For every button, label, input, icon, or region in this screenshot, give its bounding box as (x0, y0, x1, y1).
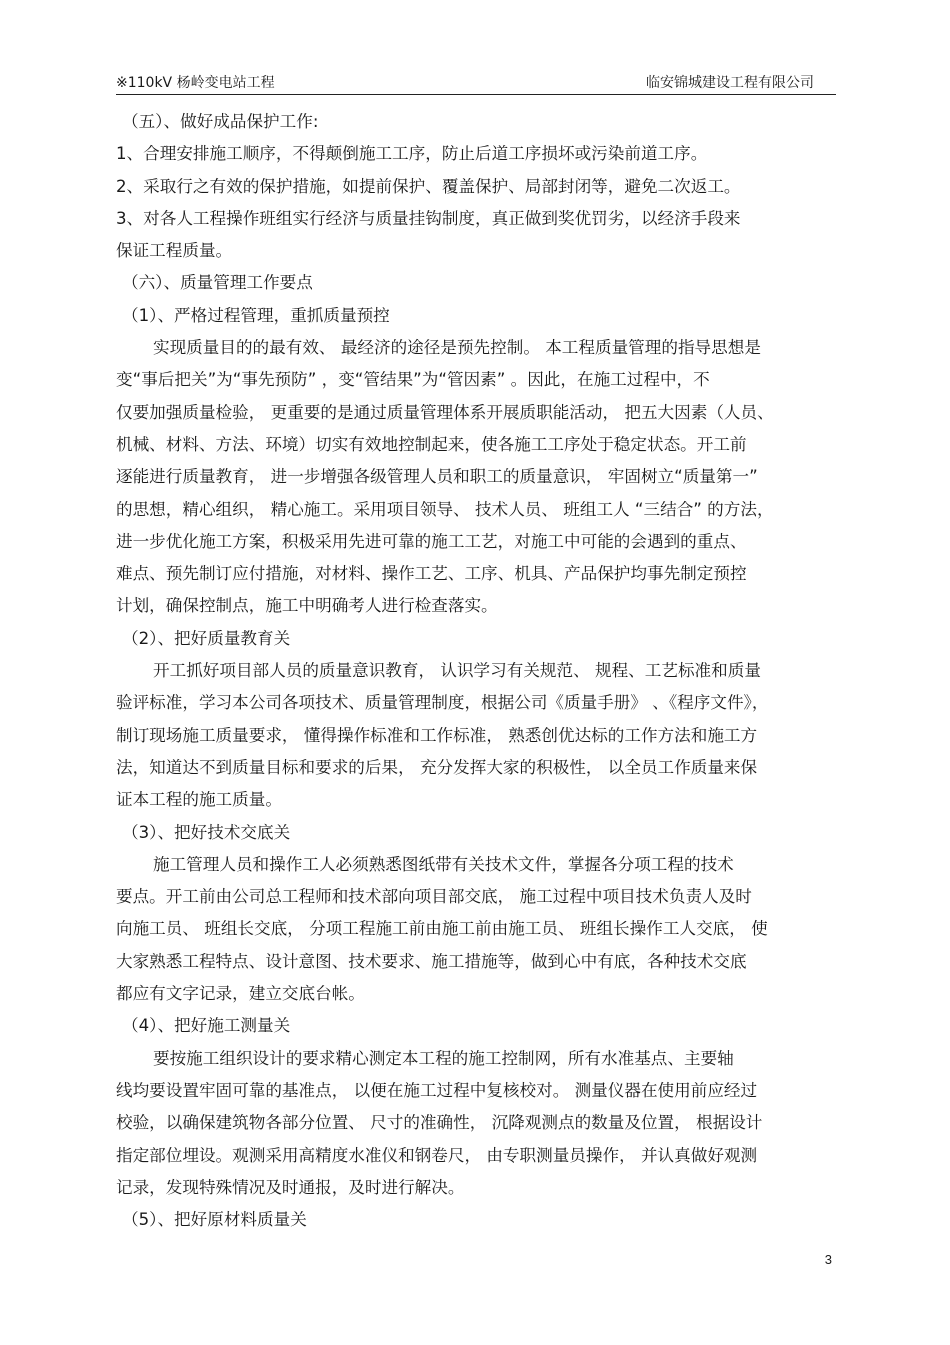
paragraph-line: 都应有文字记录，建立交底台帐。 (116, 984, 365, 1004)
page-number: 3 (824, 1252, 832, 1267)
paragraph-line: 开工抓好项目部人员的质量意识教育， 认识学习有关规范、 规程、工艺标准和质量 (153, 661, 761, 681)
document-body (116, 106, 840, 1236)
paragraph-line: 2、采取行之有效的保护措施，如提前保护、覆盖保护、局部封闭等，避免二次返工。 (116, 176, 741, 196)
paragraph-line: 逐能进行质量教育， 进一步增强各级管理人员和职工的质量意识， 牢固树立“质量第一” (116, 467, 758, 487)
paragraph-line: 线均要设置牢固可靠的基准点， 以便在施工过程中复核校对。 测量仪器在使用前应经过 (116, 1080, 758, 1100)
paragraph-line: 仅要加强质量检验， 更重要的是通过质量管理体系开展质职能活动， 把五大因素（人员、 (116, 402, 774, 422)
paragraph-line: 实现质量目的的最有效、 最经济的途径是预先控制。 本工程质量管理的指导思想是 (153, 338, 761, 358)
paragraph-line: 校验，以确保建筑物各部分位置、 尺寸的准确性， 沉降观测点的数量及位置， 根据设计 (116, 1113, 763, 1133)
paragraph-line: 验评标准，学习本公司各项技术、质量管理制度，根据公司《质量手册》 、《程序文件》， (116, 693, 769, 713)
paragraph-line: 记录，发现特殊情况及时通报，及时进行解决。 (116, 1177, 465, 1197)
paragraph-line: 难点、预先制订应付措施，对材料、操作工艺、工序、机具、产品保护均事先制定预控 (116, 564, 747, 584)
paragraph-line: 的思想，精心组织， 精心施工。采用项目领导、 技术人员、 班组工人 “三结合” 的方法， (116, 499, 774, 519)
paragraph-line: 计划，确保控制点，施工中明确考人进行检查落实。 (116, 596, 498, 616)
subsection-heading-3: （3）、把好技术交底关 (122, 822, 291, 842)
page-header (116, 68, 836, 95)
paragraph-line: 指定部位埋设。观测采用高精度水准仪和钢卷尺， 由专职测量员操作， 并认真做好观测 (116, 1145, 758, 1165)
paragraph-line: 进一步优化施工方案，积极采用先进可靠的施工工艺，对施工中可能的会遇到的重点、 (116, 531, 747, 551)
section-heading-5: （五）、做好成品保护工作: (122, 112, 319, 131)
paragraph-line: 变“事后把关”为“事先预防” ，变“管结果”为“管因素” 。因此，在施工过程中，不 (116, 370, 710, 390)
paragraph-line: 保证工程质量。 (116, 241, 233, 261)
section-heading-6: （六）、质量管理工作要点 (122, 273, 313, 293)
header-project-name: ※110kV 杨岭变电站工程 (116, 75, 275, 91)
paragraph-line: 制订现场施工质量要求， 懂得操作标准和工作标准， 熟悉创优达标的工作方法和施工方 (116, 725, 758, 745)
paragraph-line: 证本工程的施工质量。 (116, 790, 282, 810)
paragraph-line: 大家熟悉工程特点、设计意图、技术要求、施工措施等，做到心中有底，各种技术交底 (116, 951, 747, 971)
paragraph-line: 机械、材料、方法、环境）切实有效地控制起来，使各施工工序处于稳定状态。开工前 (116, 434, 747, 454)
subsection-heading-5: （5）、把好原材料质量关 (122, 1210, 307, 1230)
paragraph-line: 要按施工组织设计的要求精心测定本工程的施工控制网，所有水准基点、主要轴 (153, 1048, 734, 1068)
paragraph-line: 要点。开工前由公司总工程师和技术部向项目部交底， 施工过程中项目技术负责人及时 (116, 887, 752, 907)
paragraph-line: 1、合理安排施工顺序，不得颠倒施工工序，防止后道工序损坏或污染前道工序。 (116, 144, 708, 164)
paragraph-line: 施工管理人员和操作工人必须熟悉图纸带有关技术文件，掌握各分项工程的技术 (153, 854, 734, 874)
subsection-heading-1: （1）、严格过程管理，重抓质量预控 (122, 305, 390, 325)
subsection-heading-2: （2）、把好质量教育关 (122, 628, 291, 648)
header-company-name: 临安锦城建设工程有限公司 (646, 75, 814, 91)
paragraph-line: 3、对各人工程操作班组实行经济与质量挂钩制度，真正做到奖优罚劣，以经济手段来 (116, 208, 741, 228)
paragraph-line: 向施工员、 班组长交底， 分项工程施工前由施工前由施工员、 班组长操作工人交底， 使 (116, 919, 768, 939)
subsection-heading-4: （4）、把好施工测量关 (122, 1016, 291, 1036)
paragraph-line: 法，知道达不到质量目标和要求的后果， 充分发挥大家的积极性， 以全员工作质量来保 (116, 757, 758, 777)
